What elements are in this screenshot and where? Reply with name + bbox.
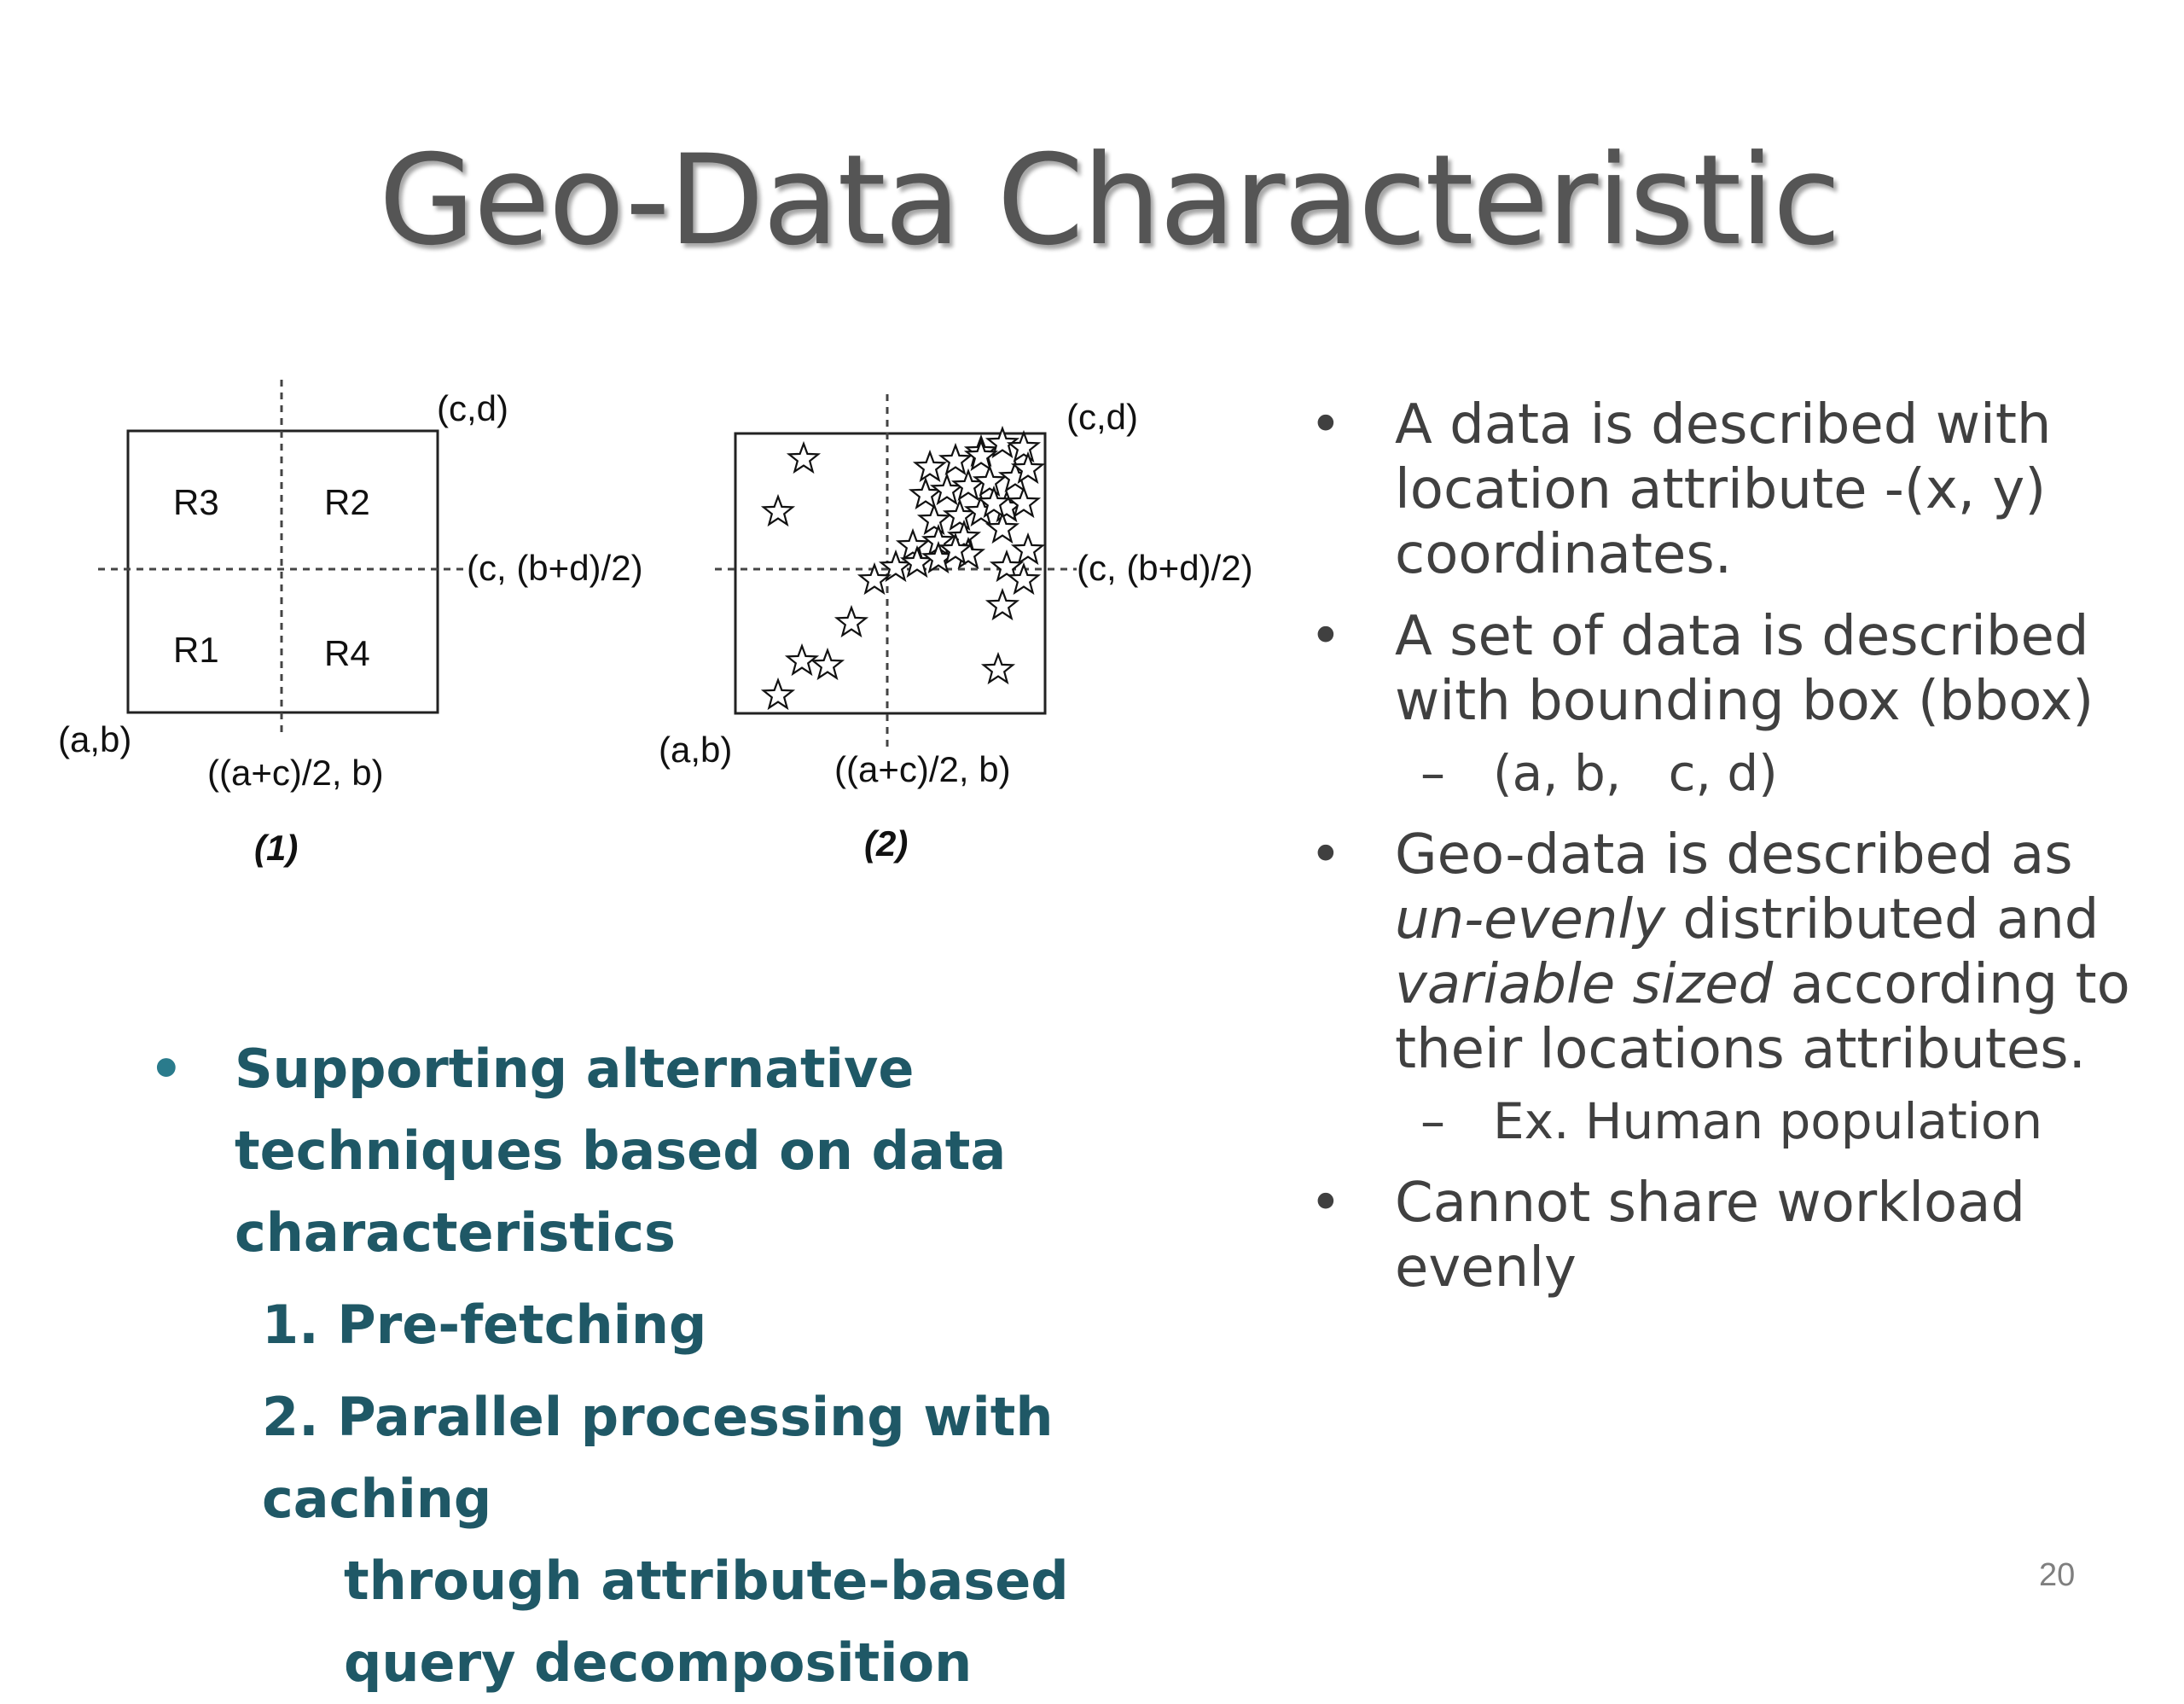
bullet-dot: • [1310,823,1342,887]
left-bullet-list [149,1028,1258,1704]
sub-bullet-dash: – [1420,744,1445,802]
numbered-item-continuation: through attribute-based query decomposition [344,1550,1069,1694]
star-icon [954,471,983,499]
region-r3-label: R3 [173,482,219,522]
sub-bullet-dash: – [1420,1092,1445,1150]
bullet-emphasis-uneven: un-evenly [1395,888,1666,951]
figure-caption-1: (1) [254,828,299,868]
bullet-dot: • [1310,393,1342,457]
sub-bullet-example [1310,1090,2163,1152]
numbered-item-text: 1. Pre-fetching [262,1294,707,1356]
bullet-text: Supporting alternative techniques based on data characteristics [235,1038,1007,1264]
bullet-dot: • [1310,605,1342,668]
star-icon [764,680,793,708]
star-icon [967,441,996,469]
bullet-text-start: Geo-data is described as [1395,823,2073,887]
bullet-dot: • [1310,1172,1342,1235]
right-bullet-list [1310,393,2163,1317]
star-icon [975,467,1004,495]
region-r4-label: R4 [324,633,370,673]
sub-bullet-text: Ex. Human population [1493,1092,2043,1150]
star-icon [988,590,1017,619]
bullet-bounding-box [1310,604,2163,734]
corner-cd-label-2: (c,d) [1066,397,1138,437]
bullet-emphasis-variable: variable sized [1395,953,1774,1016]
star-icon [1014,535,1043,563]
star-icon [911,480,940,508]
star-icon [941,445,970,474]
mid-bottom-label: ((a+c)/2, b) [207,753,384,793]
star-icon [837,608,866,636]
mid-right-label-2: (c, (b+d)/2) [1077,548,1253,588]
sub-bullet-text: (a, b, c, d) [1493,744,1778,802]
star-icon [920,505,949,533]
star-icon [945,501,974,529]
bullet-text-mid: distributed and [1665,888,2100,951]
star-icon [1009,433,1038,461]
bullet-dot: • [149,1038,183,1100]
bullet-text: A set of data is described with bounding box (bbox) [1395,605,2094,733]
numbered-item-prefetching [149,1284,1258,1366]
region-r1-label: R1 [173,630,219,670]
figure-caption-2: (2) [864,823,909,864]
bullet-text: A data is described with location attribute -(x, y) coordinates. [1395,393,2052,586]
bullet-text: Cannot share workload evenly [1395,1172,2026,1300]
star-icon [789,444,818,472]
corner-cd-label: (c,d) [437,388,508,428]
bullet-supporting-techniques [149,1028,1258,1274]
mid-right-label: (c, (b+d)/2) [467,548,643,588]
bullet-text-end: according to their locations attributes. [1395,953,2130,1081]
bullet-workload [1310,1171,2163,1300]
corner-ab-label: (a,b) [58,719,132,759]
bullet-location-attribute [1310,393,2163,587]
bullet-uneven-distribution [1310,823,2163,1082]
sub-bullet-bbox-coords [1310,742,2163,804]
region-r2-label: R2 [324,482,370,522]
star-icon [764,497,793,525]
star-icon [984,654,1013,683]
numbered-item-parallel [149,1376,1258,1704]
mid-bottom-label-2: ((a+c)/2, b) [834,749,1011,789]
corner-ab-label-2: (a,b) [659,730,733,770]
slide-title: Geo-Data Characteristic [378,128,1840,273]
numbered-item-text: 2. Parallel processing with caching [262,1386,1054,1530]
page-number: 20 [2039,1557,2076,1593]
star-icon [813,650,842,678]
star-icon [787,646,816,674]
